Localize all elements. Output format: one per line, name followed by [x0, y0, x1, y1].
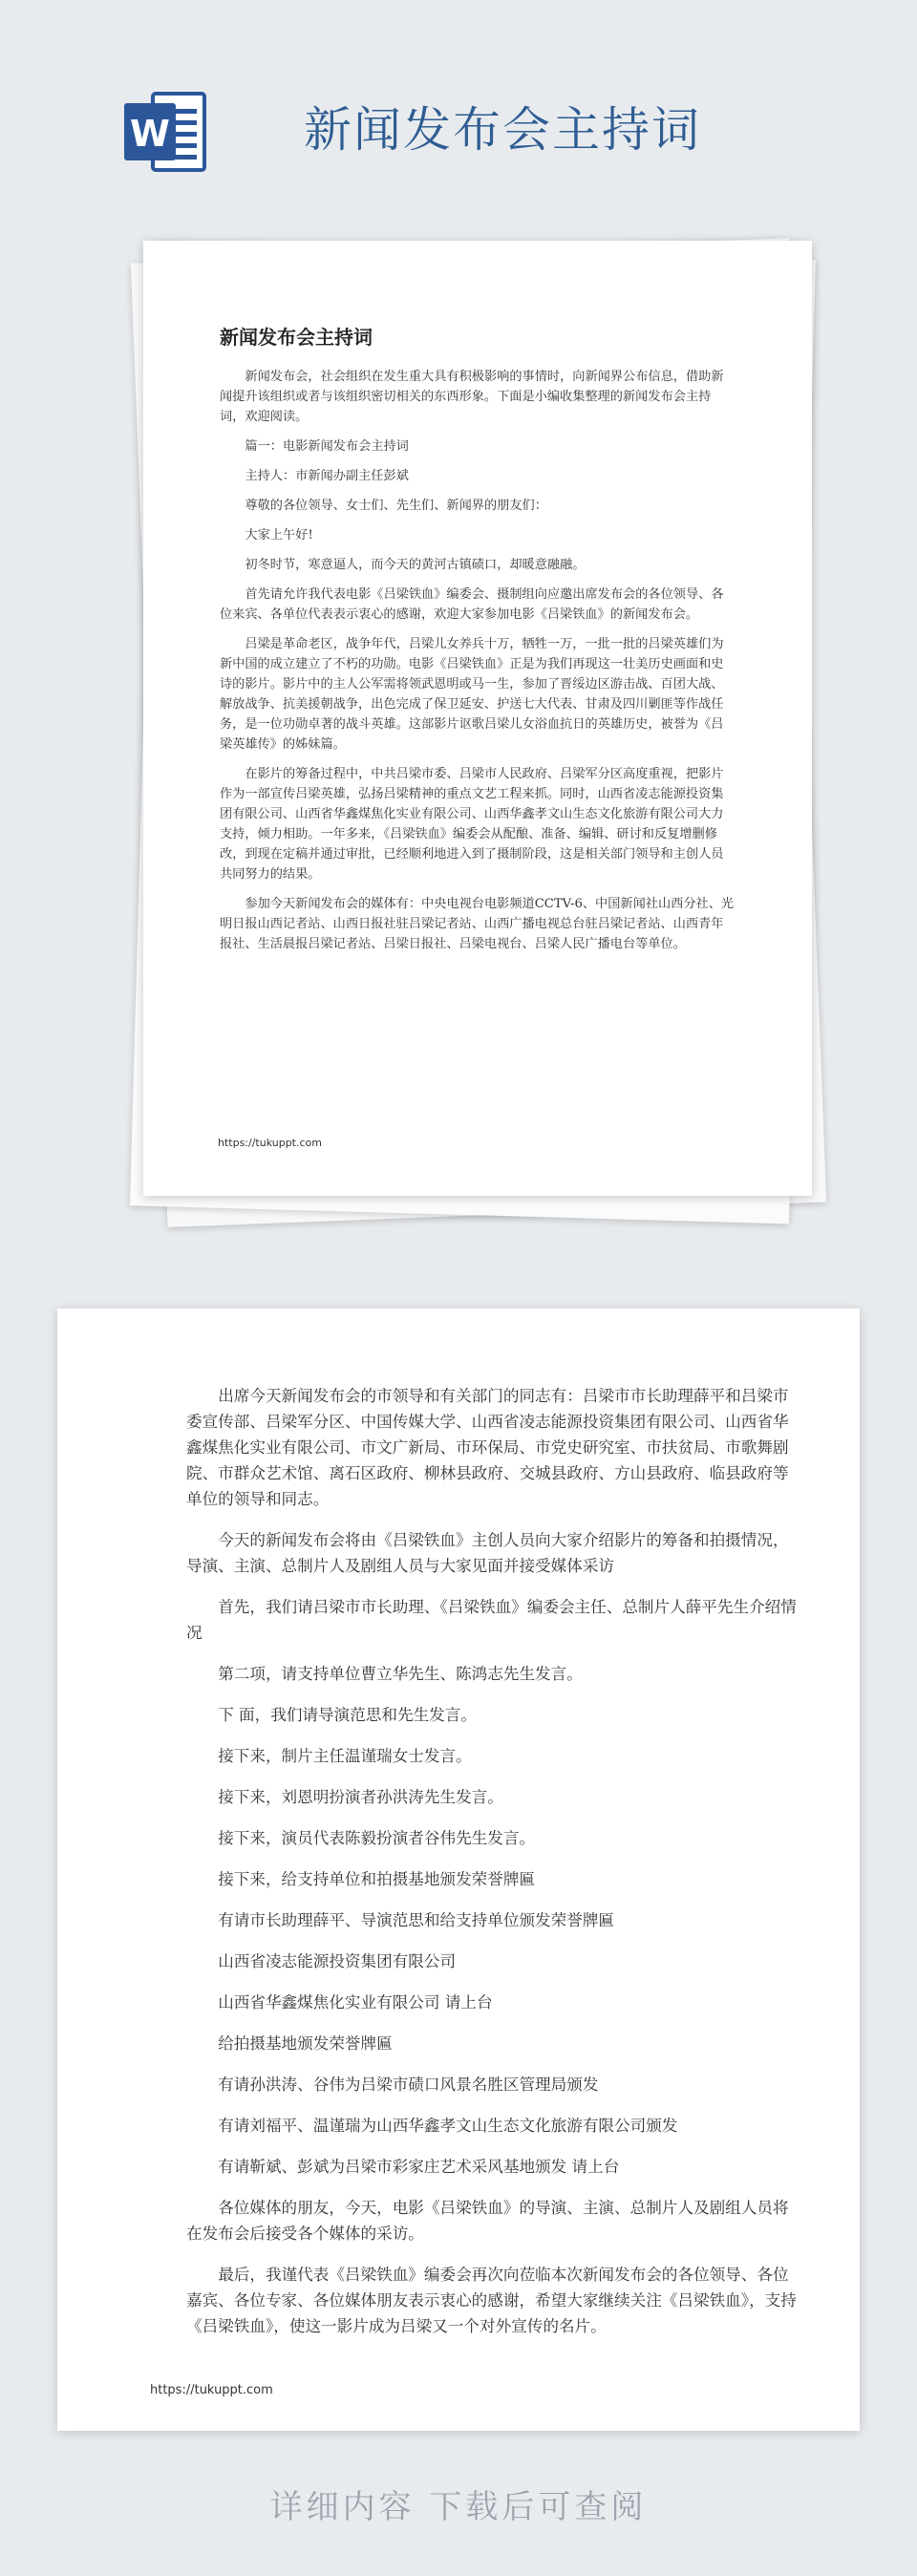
- paragraph: 各位媒体的朋友，今天，电影《吕梁铁血》的导演、主演、总制片人及剧组人员将在发布会后接受各个媒体的采访。: [186, 2199, 789, 2243]
- paragraph: 接下来，刘恩明扮演者孙洪涛先生发言。: [218, 1788, 503, 1806]
- paragraph: 有请刘福平、温谨瑞为山西华鑫孝文山生态文化旅游有限公司颁发: [218, 2117, 678, 2135]
- header: [0, 0, 917, 229]
- paragraph: 山西省华鑫煤焦化实业有限公司 请上台: [218, 1993, 493, 2012]
- paragraph: 有请市长助理薛平、导演范思和给支持单位颁发荣誉牌匾: [218, 1911, 615, 1929]
- paragraph: 主持人：市新闻办副主任彭斌: [245, 469, 409, 483]
- paragraph: 接下来，制片主任温谨瑞女士发言。: [218, 1747, 472, 1765]
- source-url[interactable]: https://tukuppt.com: [218, 1137, 322, 1149]
- paragraph: 今天的新闻发布会将由《吕梁铁血》主创人员向大家介绍影片的筹备和拍摄情况，导演、主演、总制片人及剧组人员与大家见面并接受媒体采访: [186, 1531, 789, 1575]
- download-hint: 详细内容 下载后可查阅: [269, 2488, 648, 2526]
- document-page-2: [57, 1309, 860, 2431]
- document-body: [186, 1383, 798, 2354]
- paragraph: 首先，我们请吕梁市市长助理、《吕梁铁血》编委会主任、总制片人薛平先生介绍情况: [186, 1598, 797, 1642]
- paragraph: 有请孙洪涛、谷伟为吕梁市碛口风景名胜区管理局颁发: [218, 2076, 599, 2094]
- paragraph: 有请靳斌、彭斌为吕梁市彩家庄艺术采风基地颁发 请上台: [218, 2158, 620, 2176]
- paragraph: 大家上午好!: [245, 528, 313, 543]
- paragraph: 下 面，我们请导演范思和先生发言。: [218, 1706, 477, 1724]
- paragraph: 首先请允许我代表电影《吕梁铁血》编委会、摄制组向应邀出席发布会的各位领导、各位来宾、各单位代表表示衷心的感谢，欢迎大家参加电影《吕梁铁血》的新闻发布会。: [220, 587, 724, 622]
- paragraph: 出席今天新闻发布会的市领导和有关部门的同志有：吕梁市市长助理薛平和吕梁市委宣传部、吕梁军分区、中国传媒大学、山西省凌志能源投资集团有限公司、山西省华鑫煤焦化实业有限公司、市文广新局、市环保局、市党史研究室、市扶贫局、市歌舞剧院、市群众艺术馆、离石区政府、柳林县政府、交城县政府、方山县政府、临县政府等单位的领导和同志。: [186, 1387, 789, 1508]
- paragraph: 尊敬的各位领导、女士们、先生们、新闻界的朋友们：: [245, 499, 547, 513]
- paragraph: 给拍摄基地颁发荣誉牌匾: [218, 2034, 393, 2053]
- paragraph: 最后，我谨代表《吕梁铁血》编委会再次向莅临本次新闻发布会的各位领导、各位嘉宾、各位专家、各位媒体朋友表示衷心的感谢，希望大家继续关注《吕梁铁血》，支持《吕梁铁血》，使这一影片成为吕梁又一个对外宣传的名片。: [186, 2266, 797, 2335]
- paragraph: 接下来，给支持单位和拍摄基地颁发荣誉牌匾: [218, 1870, 536, 1888]
- paragraph: 在影片的筹备过程中，中共吕梁市委、吕梁市人民政府、吕梁军分区高度重视，把影片作为一部宣传吕梁英雄，弘扬吕梁精神的重点文艺工程来抓。同时，山西省凌志能源投资集团有限公司、山西省华鑫煤焦化实业有限公司、山西华鑫孝文山生态文化旅游有限公司大力支持，倾力相助。一年多来，《吕梁铁血》编委会从配酿、准备、编辑、研讨和反复增删修改，到现在定稿并通过审批，已经顺利地进入到了摄制阶段，这是相关部门领导和主创人员共同努力的结果。: [220, 767, 724, 882]
- source-url[interactable]: https://tukuppt.com: [150, 2383, 273, 2397]
- document-title: 新闻发布会主持词: [220, 326, 373, 349]
- paragraph: 第二项，请支持单位曹立华先生、陈鸿志先生发言。: [218, 1665, 583, 1683]
- word-document-icon: [124, 88, 212, 176]
- paragraph: 初冬时节，寒意逼人，而今天的黄河古镇碛口，却暖意融融。: [245, 558, 586, 572]
- page-title: 新闻发布会主持词: [304, 102, 701, 158]
- document-body: [220, 367, 736, 964]
- paragraph: 参加今天新闻发布会的媒体有：中央电视台电影频道CCTV-6、中国新闻社山西分社、光明日报山西记者站、山西日报社驻吕梁记者站、山西广播电视总台驻吕梁记者站、山西青年报社、生活晨报吕梁记者站、吕梁日报社、吕梁电视台、吕梁人民广播电台等单位。: [220, 897, 735, 951]
- paragraph: 新闻发布会，社会组织在发生重大具有积极影响的事情时，向新闻界公布信息，借助新闻提升该组织或者与该组织密切相关的东西形象。下面是小编收集整理的新闻发布会主持词，欢迎阅读。: [220, 370, 724, 424]
- document-page-1: [143, 241, 812, 1196]
- svg-text:W: W: [130, 113, 170, 155]
- paragraph: 篇一：电影新闻发布会主持词: [245, 439, 409, 454]
- paragraph: 接下来，演员代表陈毅扮演者谷伟先生发言。: [218, 1829, 536, 1847]
- paragraph: 山西省凌志能源投资集团有限公司: [218, 1952, 457, 1970]
- paragraph: 吕梁是革命老区，战争年代，吕梁儿女养兵十万，牺牲一万，一批一批的吕梁英雄们为新中国的成立建立了不朽的功勋。电影《吕梁铁血》正是为我们再现这一壮美历史画面和史诗的影片。影片中的主人公军需将领武恩明或马一生，参加了晋绥边区游击战、百团大战、解放战争、抗美援朝战争，出色完成了保卫延安、护送七大代表、甘肃及四川剿匪等作战任务，是一位功勋卓著的战斗英雄。这部影片讴歌吕梁儿女浴血抗日的英雄历史，被誉为《吕梁英雄传》的姊妹篇。: [220, 637, 724, 752]
